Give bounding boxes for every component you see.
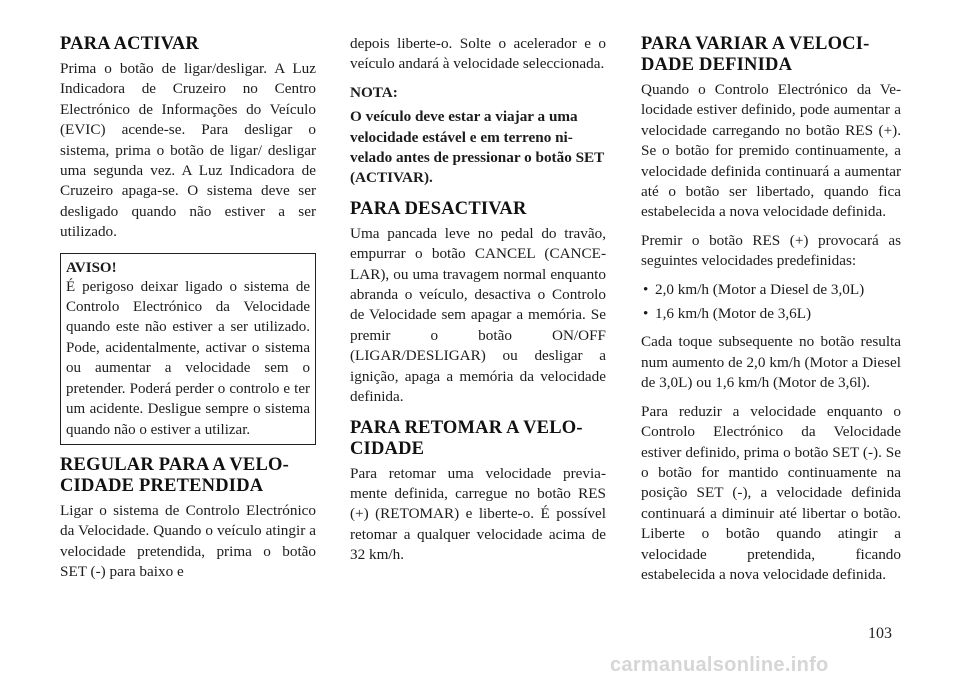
page-number: 103 (868, 625, 892, 642)
paragraph-cada-toque: Cada toque subsequente no botão resulta num aumento de 2,0 km/h (Motor a Diesel de 3,0L) ou 1,6 km/h (Motor de 3,6l). (641, 333, 901, 392)
note-body: O veículo deve estar a viajar a uma velocidade estável e em terreno nivelado antes de pressionar o botão SET (ACTIVAR). (350, 108, 605, 187)
heading-para-activar: PARA ACTIVAR (60, 34, 199, 54)
bullet-icon: • (643, 280, 649, 298)
speed-list (641, 280, 901, 325)
list-item (641, 304, 901, 324)
list-item-text: 1,6 km/h (Motor de 3,6L) (655, 305, 812, 323)
paragraph-activar: Prima o botão de ligar/desligar. A Luz Indicadora de Cruzeiro no Centro Electrónico de Informações do Veículo (EVIC) acende-se. Para desligar o sistema, prima o botão de ligar/ desligar uma segunda vez. A Luz Indicadora de Cruzeiro apaga-se. O sistema deve ser desligado quando não estiver a ser utilizado. (60, 60, 316, 241)
list-item (641, 280, 901, 300)
paragraph-regular: Ligar o sistema de Controlo Electrónico da Velocidade. Quando o veículo atingir a velocidade pretendida, prima o botão SET (-) para baixo e (60, 501, 316, 581)
paragraph-retomar: Para retomar uma velocidade previamente definida, carregue no botão RES (+) (RETOMAR) e liberte-o. É possível retomar a qualquer velocidade acima de 32 km/h. (350, 464, 606, 564)
warning-title: AVISO! (66, 259, 117, 276)
heading-retomar (350, 418, 606, 460)
heading-retomar-line2: CIDADE (350, 438, 425, 459)
column-1 (60, 34, 316, 591)
heading-variar-line2: DADE DEFINIDA (641, 55, 793, 75)
paragraph-continued: depois liberte-o. Solte o acelerador e o veículo andará à velocidade seleccionada. (350, 35, 606, 73)
heading-regular (60, 455, 316, 497)
heading-retomar-line1: PARA RETOMAR A VELO- (350, 417, 583, 438)
heading-regular-line1: REGULAR PARA A VELO- (60, 454, 289, 475)
paragraph-desactivar: Uma pancada leve no pedal do travão, empurrar o botão CANCEL (CANCELAR), ou uma travagem normal enquanto abranda o veículo, desactiva o Controlo de Velocidade sem apagar a memória. Se premir o botão ON/OFF (LIGAR/DESLIGAR) ou desligar a ignição, apaga a memória da velocidade definida. (350, 224, 606, 406)
heading-variar-line1: PARA VARIAR A VELOCI- (641, 34, 870, 54)
list-item-text: 2,0 km/h (Motor a Diesel de 3,0L) (655, 280, 865, 298)
heading-variar (641, 34, 901, 76)
column-2 (350, 34, 606, 574)
bullet-icon: • (643, 305, 649, 323)
heading-desactivar: PARA DESACTIVAR (350, 198, 527, 219)
warning-body: É perigoso deixar ligado o sistema de Controlo Electrónico da Velocidade quando este não estiver a ser utilizado. Pode, acidentalmente, activar o sistema ou aumentar a velocidade sem o pretender. Poderá perder o controlo e ter um acidente. Desligue sempre o sistema quando não o estiver a utilizar. (66, 278, 310, 438)
paragraph-variar: Quando o Controlo Electrónico da Velocidade estiver definido, pode aumentar a velocidade carregando no botão RES (+). Se o botão for premido continuamente, a velocidade definida continuará a aumentar até o botão ser libertado, quando fica estabelecida a nova velocidade definida. (641, 81, 901, 221)
note-label: NOTA: (350, 83, 398, 101)
paragraph-reduzir: Para reduzir a velocidade enquanto o Controlo Electrónico da Velocidade estiver definido, prima o botão SET (-). Se o botão for mantido continuamente na posição SET (-), a velocidade definida continuará a diminuir até libertar o botão. Liberte o botão quando atingir a velocidade pretendida, ficando estabelecida a nova velocidade definida. (641, 402, 901, 583)
paragraph-premir: Premir o botão RES (+) provocará as seguintes velocidades predefinidas: (641, 231, 901, 270)
warning-box (60, 253, 316, 445)
watermark: carmanualsonline.info (610, 654, 829, 676)
heading-regular-line2: CIDADE PRETENDIDA (60, 475, 264, 496)
column-3 (641, 34, 901, 593)
